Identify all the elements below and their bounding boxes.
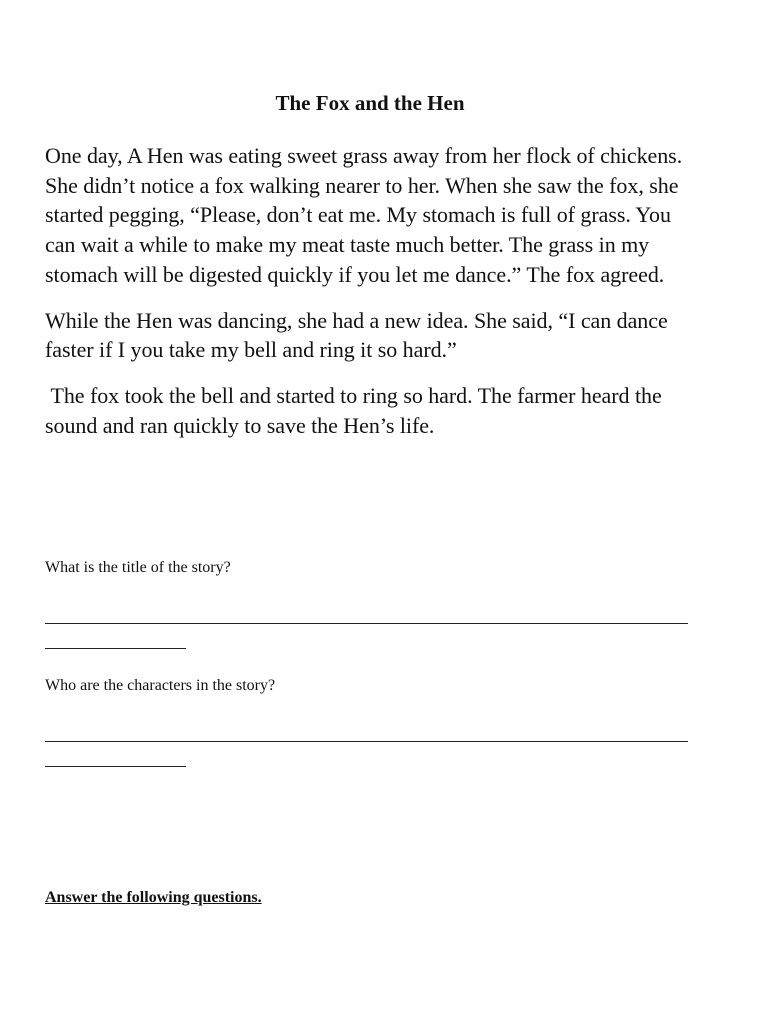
answer-line-continuation[interactable] xyxy=(45,648,186,649)
story-body xyxy=(45,141,700,456)
question-characters: Who are the characters in the story? xyxy=(45,677,276,694)
section-heading: Answer the following questions. xyxy=(45,889,262,906)
story-title: The Fox and the Hen xyxy=(275,91,465,115)
story-paragraph-3: The fox took the bell and started to ring so hard. The farmer heard the sound and ran quickly to save the Hen’s life. xyxy=(45,382,668,438)
answer-line[interactable] xyxy=(45,623,688,624)
answer-line[interactable] xyxy=(45,741,688,742)
story-paragraph-1: One day, A Hen was eating sweet grass away from her flock of chickens. She didn’t notice a fox walking nearer to her. When she saw the fox, she started pegging, “Please, don’t eat me. My stomach is full of grass. You can wait a while to make my meat taste much better. The grass in my stomach will be digested quickly if you let me dance.” The fox agreed. xyxy=(45,143,683,287)
story-paragraph-2: While the Hen was dancing, she had a new idea. She said, “I can dance faster if I you take my bell and ring it so hard.” xyxy=(45,307,668,363)
question-title: What is the title of the story? xyxy=(45,559,231,576)
answer-line-continuation[interactable] xyxy=(45,766,186,767)
